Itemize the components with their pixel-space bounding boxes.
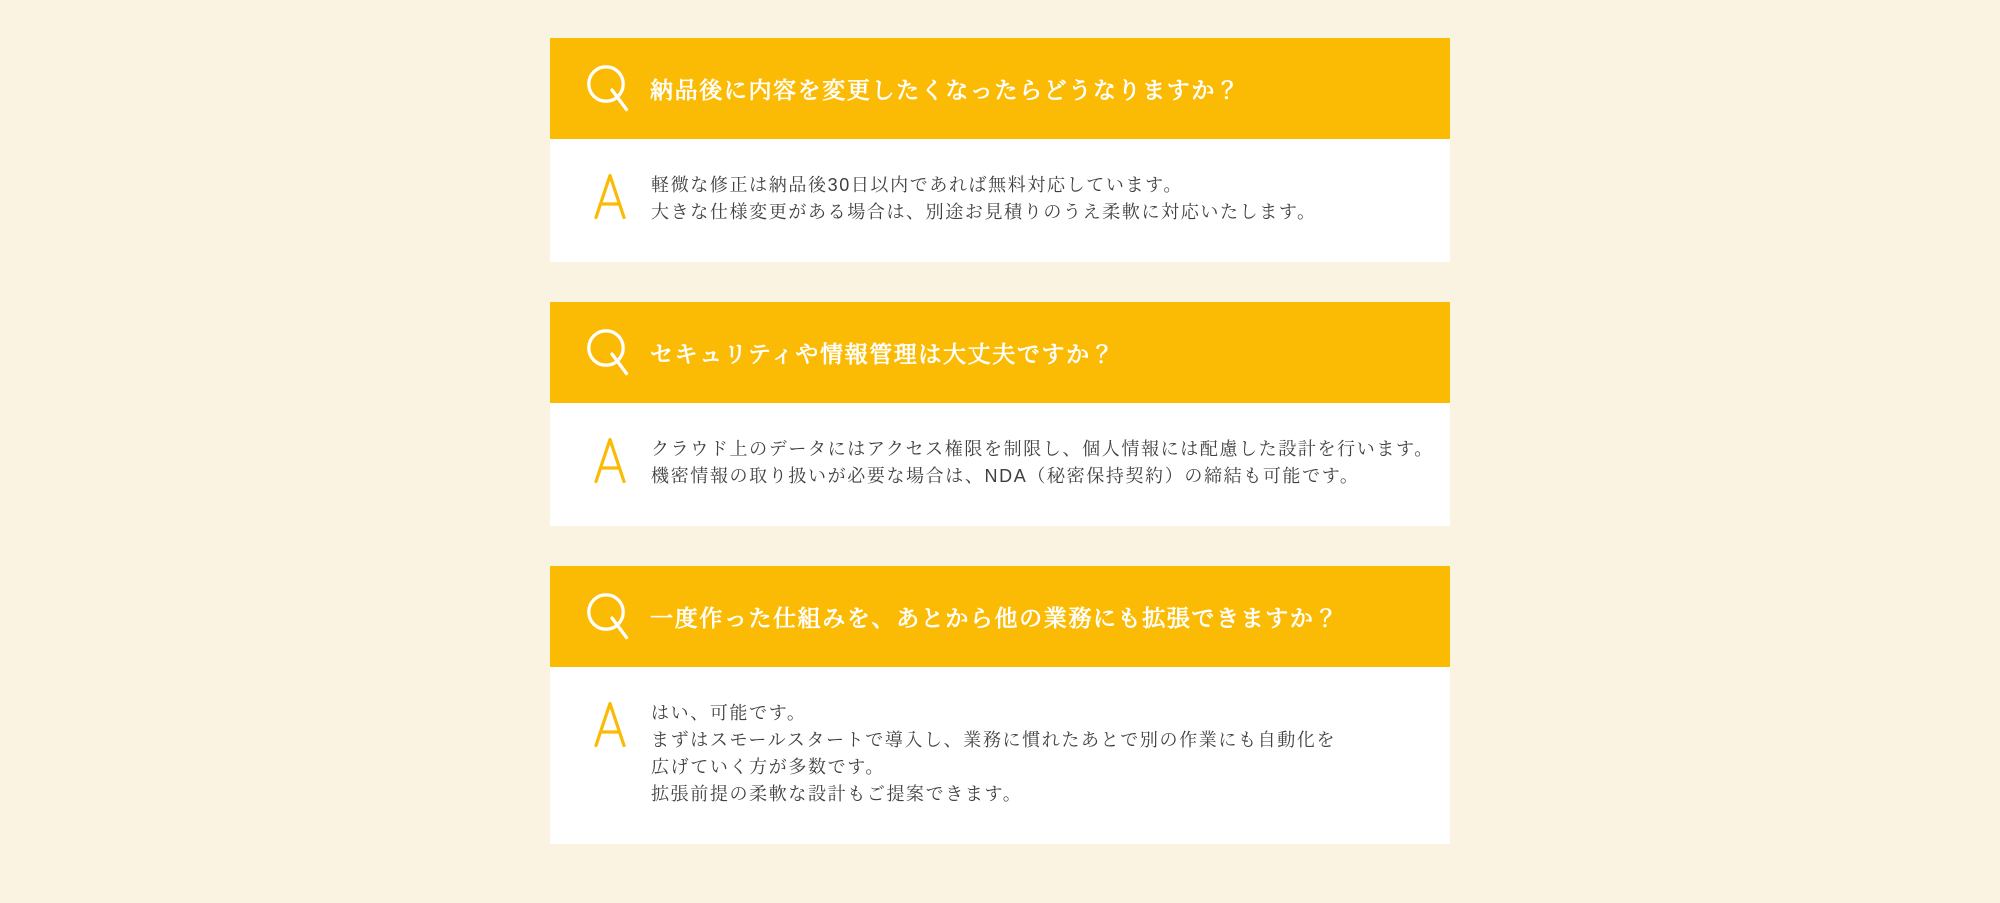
answer-line: 広げていく方が多数です。 (651, 757, 885, 777)
faq-item (550, 38, 1450, 262)
answer-line: 機密情報の取り扱いが必要な場合は、NDA（秘密保持契約）の締結も可能です。 (651, 466, 1360, 486)
faq-section (550, 38, 1450, 844)
faq-item (550, 302, 1450, 526)
faq-question-bar (550, 302, 1450, 403)
a-icon (593, 437, 627, 483)
answer-line: 大きな仕様変更がある場合は、別途お見積りのうえ柔軟に対応いたします。 (651, 202, 1317, 222)
answer-text (651, 700, 1336, 808)
faq-question-bar (550, 38, 1450, 139)
answer-line: まずはスモールスタートで導入し、業務に慣れたあとで別の作業にも自動化を (651, 730, 1337, 750)
q-icon (586, 327, 632, 379)
q-icon (586, 591, 632, 643)
a-icon (593, 701, 627, 747)
question-text: 納品後に内容を変更したくなったらどうなりますか？ (650, 77, 1241, 103)
q-icon (586, 63, 632, 115)
answer-text (651, 172, 1317, 226)
answer-line: はい、可能です。 (651, 703, 807, 723)
answer-line: クラウド上のデータにはアクセス権限を制限し、個人情報には配慮した設計を行います。 (651, 439, 1434, 459)
question-text: セキュリティや情報管理は大丈夫ですか？ (650, 341, 1116, 367)
faq-answer-panel (550, 403, 1450, 526)
answer-line: 軽微な修正は納品後30日以内であれば無料対応しています。 (651, 175, 1183, 195)
faq-answer-panel (550, 139, 1450, 262)
question-text: 一度作った仕組みを、あとから他の業務にも拡張できますか？ (650, 605, 1340, 631)
faq-item (550, 566, 1450, 844)
answer-text (651, 436, 1434, 490)
faq-question-bar (550, 566, 1450, 667)
a-icon (593, 173, 627, 219)
faq-answer-panel (550, 667, 1450, 844)
answer-line: 拡張前提の柔軟な設計もご提案できます。 (651, 784, 1023, 804)
